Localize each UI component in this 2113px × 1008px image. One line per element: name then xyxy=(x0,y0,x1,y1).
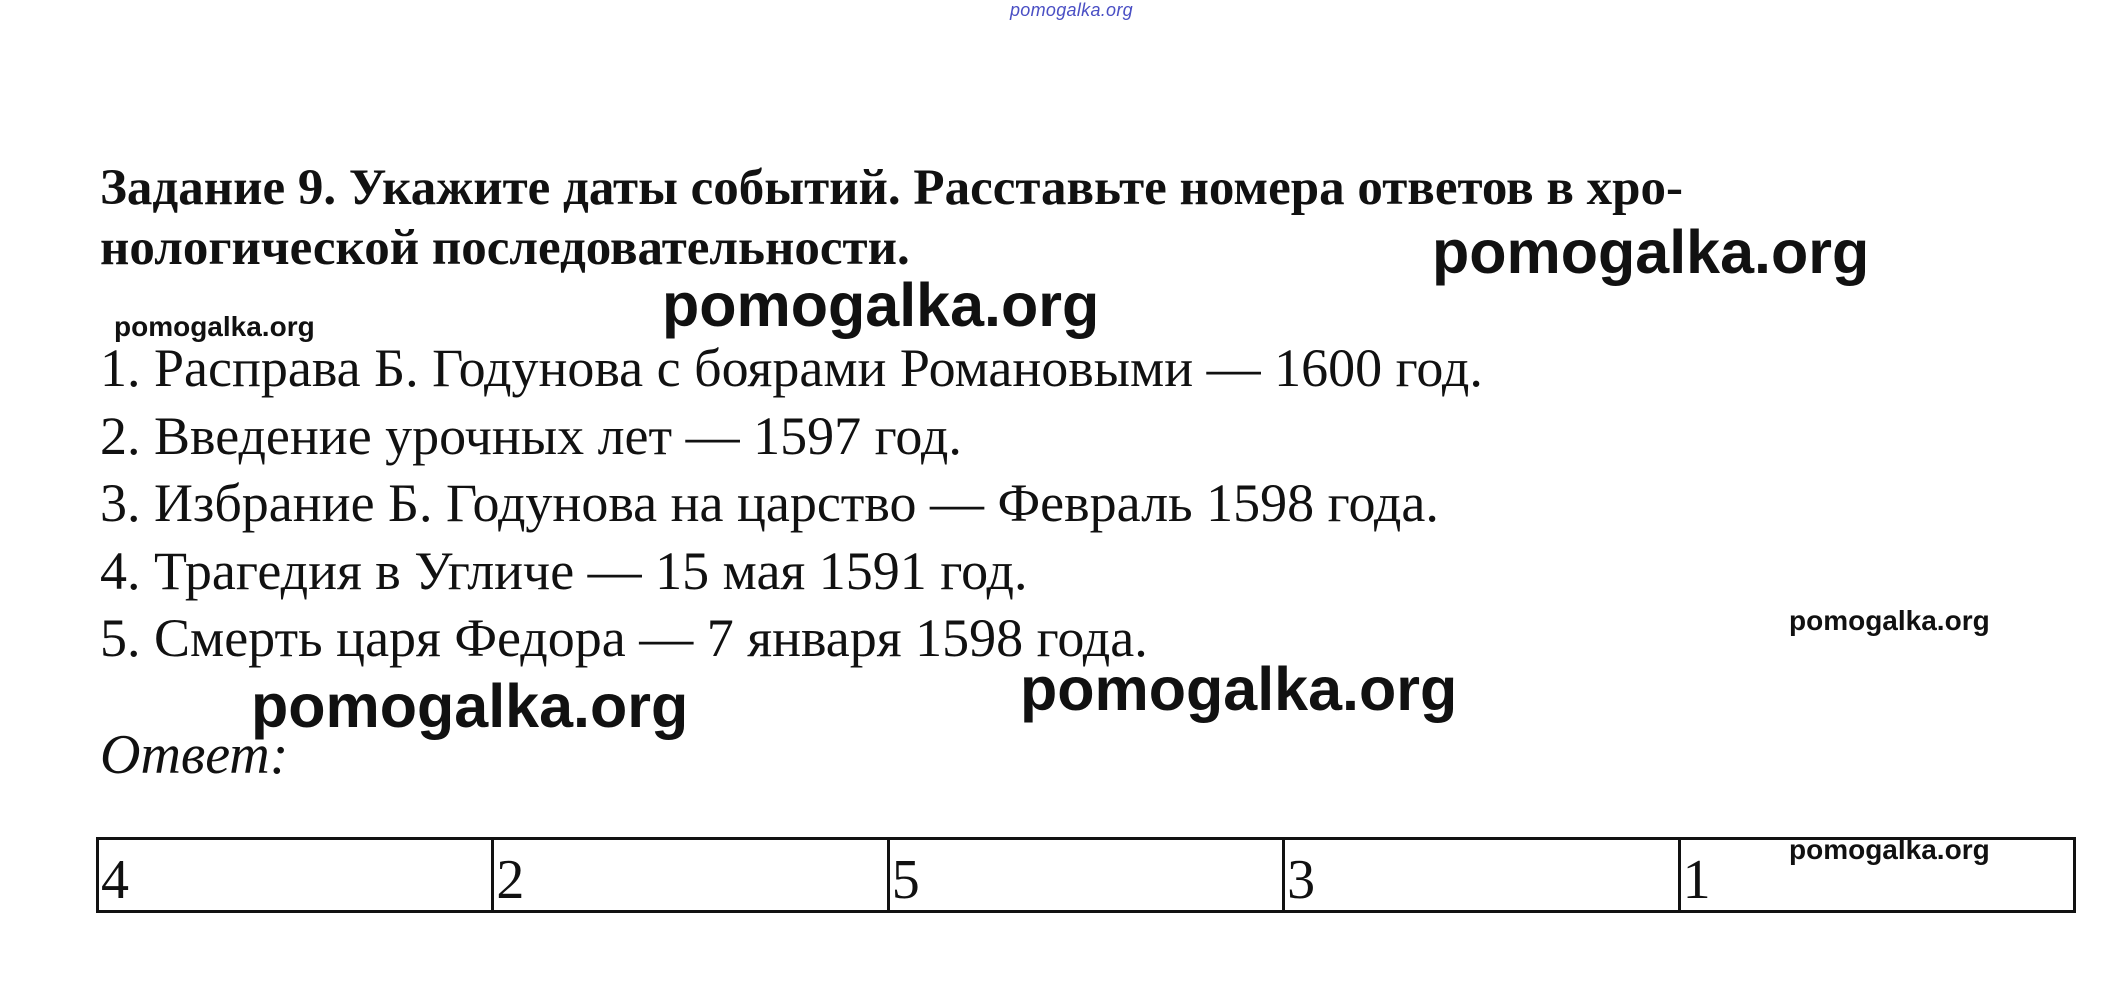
answer-cell-value: 1 xyxy=(1682,849,1711,911)
event-text: Трагедия в Угличе — 15 мая 1591 год. xyxy=(154,540,1028,601)
answer-row xyxy=(98,839,2075,912)
answer-cell-value: 3 xyxy=(1287,849,1316,911)
event-item xyxy=(100,335,1483,403)
answer-table xyxy=(96,837,2076,913)
event-number: 1. xyxy=(100,338,141,398)
watermark: pomogalka.org xyxy=(1789,834,1990,865)
event-text: Смерть царя Федора — 7 января 1598 года. xyxy=(154,608,1148,668)
event-text: Введение урочных лет — 1597 год. xyxy=(154,405,962,466)
event-number: 5. xyxy=(100,608,141,668)
answer-cell xyxy=(1284,839,1679,912)
watermark: pomogalka.org xyxy=(114,311,315,342)
event-number: 2. xyxy=(100,405,141,466)
event-text: Расправа Б. Годунова с боярами Романовыми — 1600 год. xyxy=(154,338,1483,398)
watermark: pomogalka.org xyxy=(1789,605,1990,636)
answer-cell-value: 2 xyxy=(496,849,525,911)
events-list xyxy=(100,335,1483,673)
answer-cell xyxy=(888,839,1283,912)
event-item xyxy=(100,538,1483,606)
event-number: 3. xyxy=(100,473,141,533)
event-item xyxy=(100,403,1483,471)
answer-label: Ответ: xyxy=(100,724,289,786)
answer-cell xyxy=(98,839,493,912)
watermark: pomogalka.org xyxy=(1020,655,1458,723)
task-title-text: Задание 9. Укажите даты событий. Расставьте номера ответов в хро-нологической последовательности. xyxy=(100,160,1684,276)
answer-cell xyxy=(493,839,888,912)
event-text: Избрание Б. Годунова на царство — Февраль 1598 года. xyxy=(154,473,1439,533)
source-watermark-top: pomogalka.org xyxy=(1010,0,1133,20)
watermark: pomogalka.org xyxy=(1432,218,1870,286)
answer-cell-value: 4 xyxy=(101,849,129,911)
event-item xyxy=(100,470,1483,538)
answer-cell-value: 5 xyxy=(891,849,920,911)
watermark: pomogalka.org xyxy=(251,672,689,740)
watermark: pomogalka.org xyxy=(662,271,1100,339)
event-number: 4. xyxy=(100,540,141,601)
